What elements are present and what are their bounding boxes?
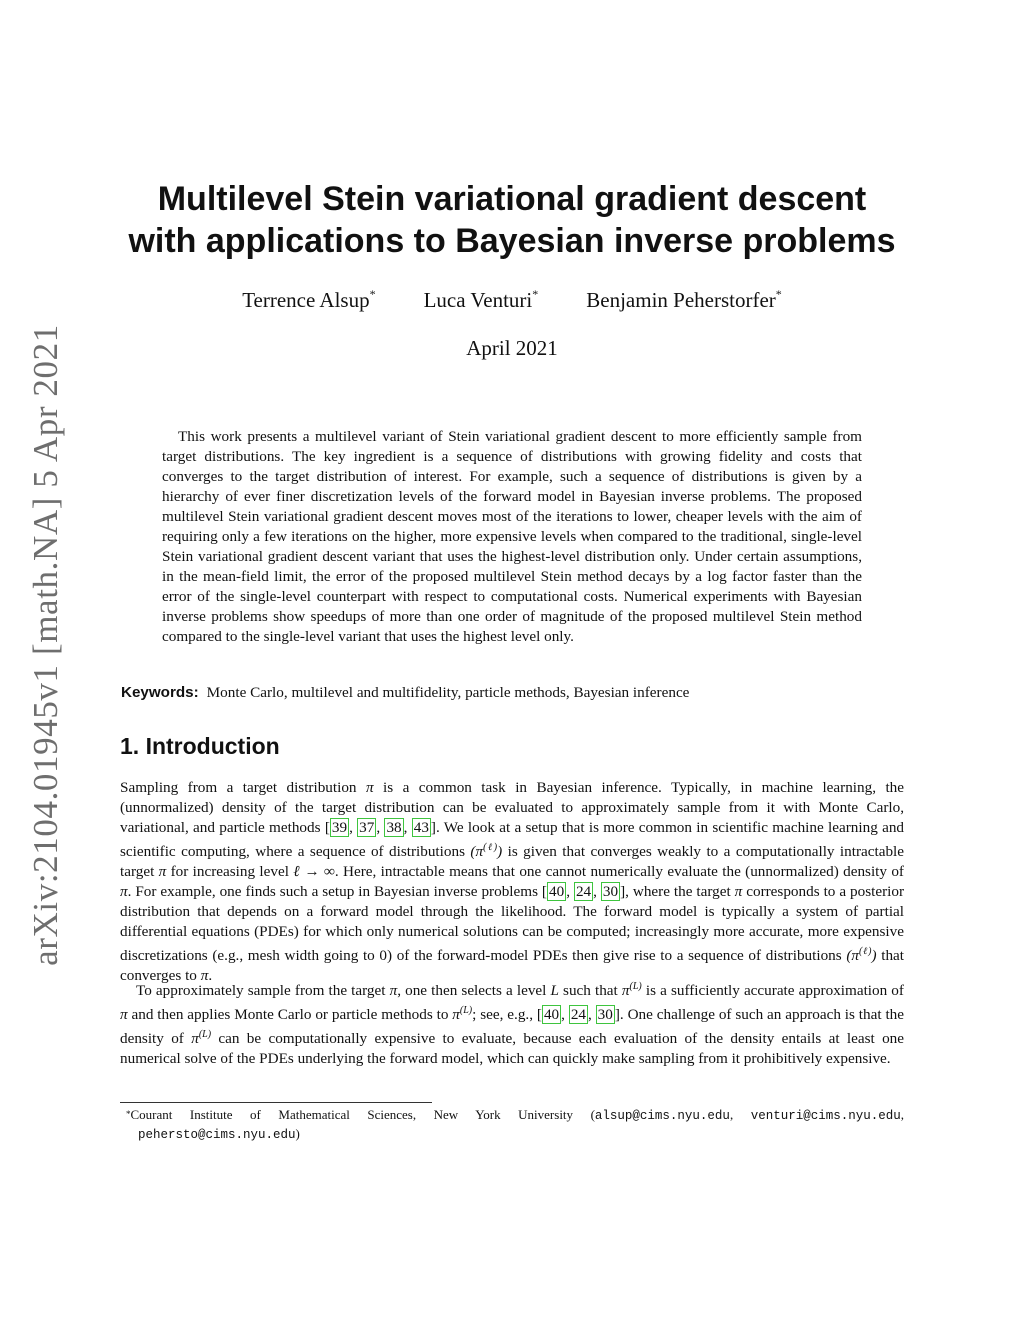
title-line-1: Multilevel Stein variational gradient descent	[157, 180, 867, 218]
paragraph: To approximately sample from the target π, one then selects a level L such that $\pi^{(L)}$ is a sufficiently accurate approximation of π and then applies Monte Carlo or particle methods to $\pi^{(L)}$; see, e.g., [ 40 , 24 , 30 ]. One challenge of such an approach is that the density of $\pi^{(L)}$ can be computationally expensive to evaluate, because each evaluation of the density entails at least one numerical solve of the PDEs underlying the forward model, which can quickly make sampling from it prohibitively expensive.	[120, 981, 904, 1068]
affiliation-mark: *	[532, 287, 539, 301]
keywords-label: Keywords:	[121, 684, 199, 701]
email-address: pehersto@cims.nyu.edu	[138, 1128, 296, 1142]
citation-link[interactable]: 40	[549, 883, 565, 901]
keywords-list: Monte Carlo, multilevel and multifidelity, particle methods, Bayesian inference	[206, 684, 690, 701]
affiliation-mark: *	[369, 287, 376, 301]
email-address: venturi@cims.nyu.edu	[750, 1109, 901, 1123]
abstract: This work presents a multilevel variant of Stein variational gradient descent to more efficiently sample from target distributions. The key ingredient is a sequence of distributions with growing fidelity and costs that converges to the target distribution of interest. For example, such a sequence of distributions is given by a hierarchy of ever finer discretization levels of the forward model in Bayesian inverse problems. The proposed multilevel Stein variational gradient descent moves most of the iterations to lower, cheaper levels with the aim of requiring only a few iterations on the higher, more expensive levels when compared to the traditional, single-level Stein variational gradient descent variant that uses the highest-level distribution only. Under certain assumptions, in the mean-field limit, the error of the proposed multilevel Stein method decays by a log factor faster than the error of the single-level counterpart with respect to computational costs. Numerical experiments with Bayesian inverse problems show speedups of more than one order of magnitude of the proposed multilevel Stein method compared to the single-level variant that uses the highest level only.	[162, 428, 862, 645]
citation-link[interactable]: 37	[359, 819, 375, 836]
citation-link[interactable]: 24	[575, 883, 592, 901]
section-heading: 1. Introduction	[120, 733, 280, 759]
citation-link[interactable]: 43	[413, 819, 429, 836]
citation-link[interactable]: 24	[570, 1006, 586, 1024]
citation-link[interactable]: 40	[543, 1006, 560, 1024]
citation-link[interactable]: 30	[597, 1006, 613, 1024]
author-list	[0, 288, 1024, 313]
title-line-2: with applications to Bayesian inverse problems	[128, 222, 896, 260]
citation-link[interactable]: 38	[386, 819, 402, 836]
citation-link[interactable]: 30	[602, 883, 619, 901]
author: Benjamin Peherstorfer*	[586, 287, 782, 312]
footnote-divider	[120, 1102, 432, 1103]
footnote-mark: *	[126, 1109, 131, 1119]
affiliation-mark: *	[775, 287, 782, 301]
email-address: alsup@cims.nyu.edu	[594, 1109, 730, 1123]
arxiv-identifier: arXiv:2104.01945v1 [math.NA] 5 Apr 2021	[26, 324, 65, 966]
citation-link[interactable]: 39	[331, 819, 348, 836]
author: Luca Venturi*	[423, 287, 539, 312]
paper-title	[110, 178, 914, 262]
keywords	[121, 684, 689, 702]
footnote: *Courant Institute of Mathematical Sciences, New York University (alsup@cims.nyu.edu, venturi@cims.nyu.edu, pehersto@cims.nyu.edu)	[126, 1107, 904, 1142]
author: Terrence Alsup*	[242, 287, 376, 312]
paragraph: Sampling from a target distribution π is a common task in Bayesian inference. Typically, in machine learning, the (unnormalized) density of the target distribution can be evaluated to approximately sample from it with Monte Carlo, variational, and particle methods [ 39 , 37 , 38 , 43 ]. We look at a setup that is more common in scientific machine learning and scientific computing, where a sequence of distributions $(\pi^{(\ell)})$ is given that converges weakly to a computationally intractable target π for increasing level ℓ → ∞. Here, intractable means that one cannot numerically evaluate the (unnormalized) density of π. For example, one finds such a setup in Bayesian inverse problems [ 40 , 24 , 30 ], where the target π corresponds to a posterior distribution that depends on a forward model through the likelihood. The forward model is typically a system of partial differential equations (PDEs) for which only numerical solutions can be computed; increasingly more accurate, more expensive discretizations (e.g., mesh width going to 0) of the forward-model PDEs then give rise to a sequence of distributions $(\pi^{(\ell)})$ that converges to π.	[120, 779, 905, 985]
publication-date: April 2021	[466, 336, 558, 360]
